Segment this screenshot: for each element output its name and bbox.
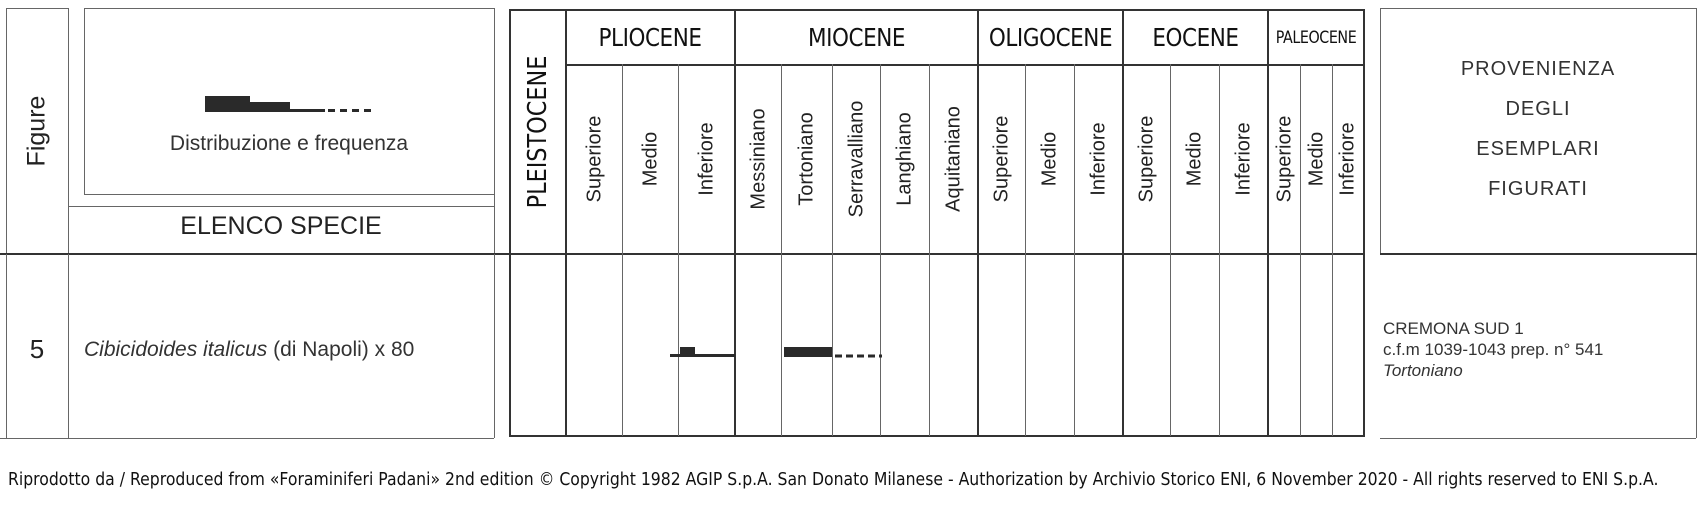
species-author-magnification: (di Napoli) x 80 (267, 338, 415, 361)
epoch-oligocene: OLIGOCENE (988, 23, 1113, 52)
stage-oligocene-inferiore: Inferiore (1087, 122, 1109, 196)
provenance-well: CREMONA SUD 1 (1383, 319, 1524, 338)
stage-oligocene-superiore: Superiore (990, 115, 1013, 203)
stage-miocene-aquitaniano: Aquitaniano (942, 106, 964, 212)
stage-oligocene-medio: Medio (1038, 131, 1061, 187)
stage-eocene-inferiore: Inferiore (1232, 122, 1254, 196)
stage-paleocene-inferiore: Inferiore (1336, 122, 1359, 196)
specimen-provenance (1383, 318, 1603, 381)
pliocene-inferiore-bar-low (670, 354, 735, 357)
stage-pliocene-medio: Medio (639, 131, 661, 187)
provenance-line-3: ESEMPLARI (1476, 138, 1600, 160)
epoch-miocene: MIOCENE (807, 23, 906, 52)
stage-miocene-tortoniano: Tortoniano (795, 112, 818, 206)
epoch-pliocene: PLIOCENE (598, 23, 702, 52)
provenance-depth: c.f.m 1039-1043 prep. n° 541 (1383, 340, 1604, 359)
provenance-line-2: DEGLI (1505, 98, 1571, 120)
stage-paleocene-superiore: Superiore (1273, 115, 1295, 203)
distribution-bars (660, 340, 900, 364)
provenance-stage: Tortoniano (1383, 361, 1463, 380)
provenance-line-1: PROVENIENZA (1460, 58, 1616, 80)
species-list-label: ELENCO SPECIE (180, 212, 382, 240)
distribution-legend-symbol (200, 92, 380, 116)
stage-miocene-messiniano: Messiniano (747, 108, 769, 210)
pleistocene-label: PLEISTOCENE (523, 55, 553, 209)
figure-column-label (6, 8, 68, 254)
figure-number: 5 (29, 334, 45, 364)
species-genus-epithet: Cibicidoides italicus (84, 338, 268, 361)
pliocene-inferiore-bar-high (680, 347, 695, 355)
copyright-footer: Riprodotto da / Reproduced from «Foraminiferi Padani» 2nd edition © Copyright 1982 AGIP S.p.A. San Donato Milanese - Authorization by Archivio Storico ENI, 6 November 2020 - All rights reserved to ENI S.p.A. (8, 469, 1659, 490)
stage-miocene-langhiano: Langhiano (893, 112, 916, 206)
provenance-header (1380, 58, 1696, 218)
pleistocene-header (511, 11, 565, 253)
epoch-eocene: EOCENE (1152, 23, 1239, 52)
distribution-label: Distribuzione e frequenza (169, 132, 409, 155)
stage-miocene-serravalliano: Serravalliano (845, 100, 867, 218)
figure-label: Figure (22, 95, 51, 167)
stage-pliocene-inferiore: Inferiore (695, 122, 717, 196)
stage-pliocene-superiore: Superiore (583, 115, 605, 203)
provenance-line-4: FIGURATI (1488, 178, 1588, 200)
tortoniano-bar (784, 347, 832, 357)
stage-eocene-medio: Medio (1183, 131, 1206, 187)
stage-eocene-superiore: Superiore (1135, 115, 1158, 203)
epoch-paleocene: PALEOCENE (1275, 27, 1357, 48)
stage-paleocene-medio: Medio (1305, 131, 1327, 187)
species-name (84, 338, 414, 362)
